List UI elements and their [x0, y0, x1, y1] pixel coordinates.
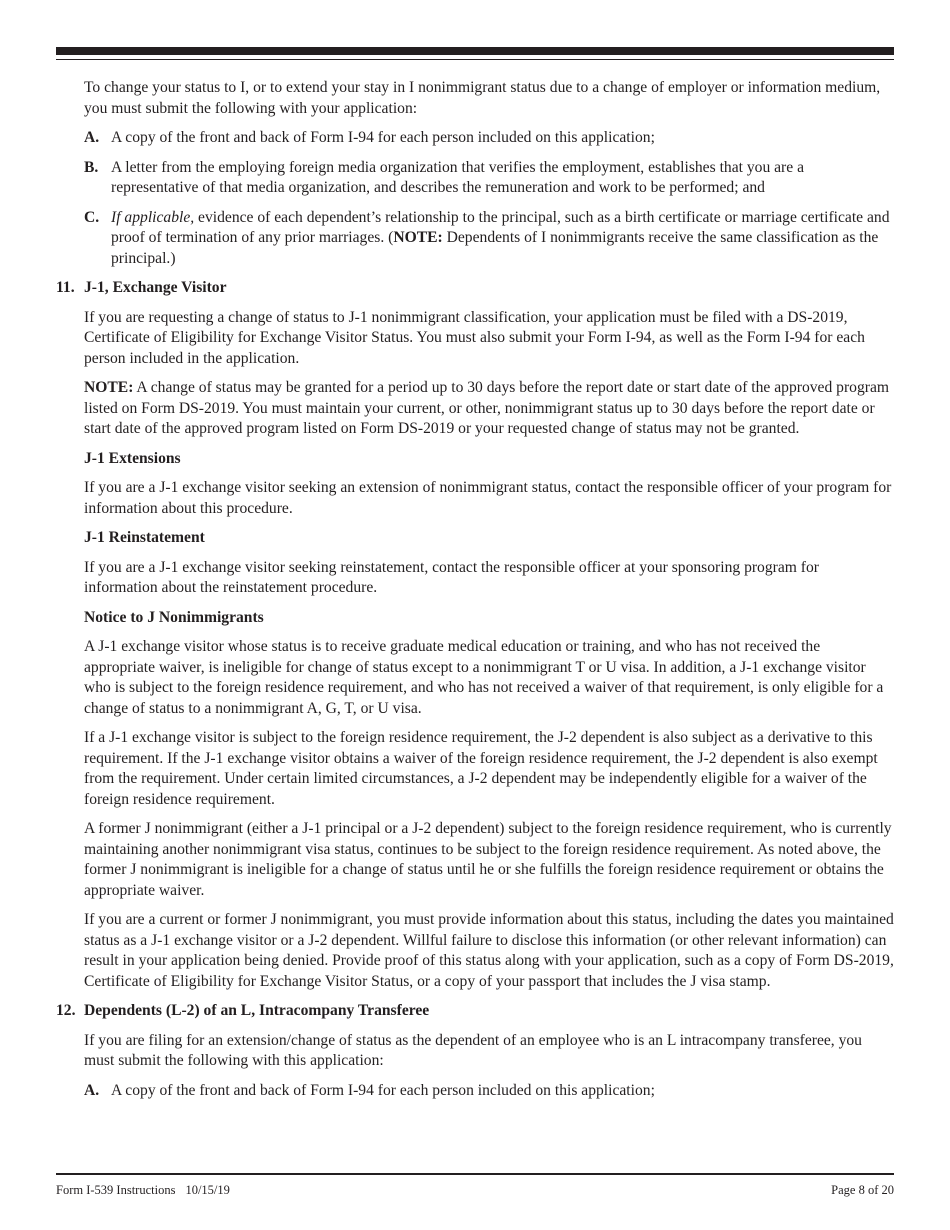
item-letter: A. [84, 1081, 100, 1099]
note-label: NOTE: [84, 379, 134, 396]
list-item [56, 158, 894, 199]
page-content [56, 78, 894, 1110]
j1-extensions-paragraph: If you are a J-1 exchange visitor seeking an extension of nonimmigrant status, contact the responsible officer of your program for information about this procedure. [84, 479, 892, 517]
item-text: A copy of the front and back of Form I-94 for each person included on this application; [111, 129, 655, 146]
section-title: Dependents (L-2) of an L, Intracompany Transferee [84, 1002, 430, 1019]
subheading-j1-reinstatement: J-1 Reinstatement [84, 529, 205, 546]
subheading-j1-extensions: J-1 Extensions [84, 449, 181, 467]
section-number: 12. [56, 1002, 76, 1019]
intro-paragraph: To change your status to I, or to extend your stay in I nonimmigrant status due to a change of employer or information medium, you must submit the following with your application: [84, 79, 881, 117]
item-text-part-b: Dependents of I nonimmigrants receive the same classification as the principal.) [111, 229, 879, 267]
section-11-note [56, 378, 894, 440]
notice-paragraph: If a J-1 exchange visitor is subject to the foreign residence requirement, the J-2 dependent is also subject as a derivative to this requirement. If the J-1 exchange visitor obtains a waiver of the foreign residence requirement, the J-2 dependent is also exempt from the requirement. Under certain limited circumstances, a J-2 dependent may be independently eligible for a waiver of the foreign residence requirement. [84, 729, 878, 808]
item-letter: C. [84, 208, 100, 226]
list-item [56, 1081, 894, 1102]
item-text: A letter from the employing foreign media organization that verifies the employment, establishes that you are a representative of that media organization, and describes the remuneration and work to be performed; and [111, 158, 804, 196]
section-12-paragraph: If you are filing for an extension/change of status as the dependent of an employee who is an L intracompany transferee, you must submit the following with this application: [84, 1031, 862, 1069]
note-text: A change of status may be granted for a period up to 30 days before the report date or start date of the approved program listed on Form DS-2019. You must maintain your current, or other, nonimmigrant status up to 30 days before the report date or start date of the approved program listed on Form DS-2019 or your requested change of status may not be granted. [84, 379, 889, 437]
footer-page-number: Page 8 of 20 [831, 1183, 894, 1197]
note-label: NOTE: [393, 229, 443, 246]
header-thick-rule [56, 47, 894, 55]
notice-paragraph: If you are a current or former J nonimmigrant, you must provide information about this status, including the dates you maintained status as a J-1 exchange visitor or a J-2 dependent. Willful failure to disclose this information (or other relevant information) can result in your application being denied. Provide proof of this status along with your application, such as a copy of Form DS-2019, Certificate of Eligibility for Exchange Visitor Status, or a copy of your passport that includes the J visa stamp. [84, 911, 894, 990]
item-text-part-a: evidence of each dependent’s relationship to the principal, such as a birth certificate or marriage certificate and proof of termination of any prior marriages. ( [111, 208, 890, 246]
section-title: J-1, Exchange Visitor [84, 279, 227, 296]
list-item [56, 208, 894, 270]
item-italic-lead: If applicable, [111, 208, 195, 226]
footer-rule [56, 1173, 894, 1175]
footer-form-info [56, 1183, 230, 1198]
section-11-paragraph: If you are requesting a change of status to J-1 nonimmigrant classification, your application must be filed with a DS-2019, Certificate of Eligibility for Exchange Visitor Status. You must also submit your Form I-94, as well as the Form I-94 for each person included in the application. [84, 308, 865, 367]
footer-edition-date: 10/15/19 [185, 1183, 230, 1197]
page-footer [56, 1183, 894, 1198]
section-number: 11. [56, 279, 75, 296]
list-item [56, 128, 894, 149]
notice-paragraph: A J-1 exchange visitor whose status is to receive graduate medical education or training, and who has not received the appropriate waiver, is ineligible for change of status except to a nonimmigrant T or U visa. In addition, a J-1 exchange visitor who is subject to the foreign residence requirement, and who has not received a waiver of that requirement, is only eligible for a change of status to a nonimmigrant A, G, T, or U visa. [84, 638, 884, 717]
item-letter: B. [84, 158, 99, 176]
header-thin-rule [56, 59, 894, 60]
item-text [111, 208, 894, 270]
footer-form-name: Form I-539 Instructions [56, 1183, 176, 1197]
section-11-heading [56, 278, 894, 299]
j1-reinstatement-paragraph: If you are a J-1 exchange visitor seeking reinstatement, contact the responsible officer at your sponsoring program for information about the reinstatement procedure. [84, 558, 819, 596]
item-letter: A. [84, 129, 100, 146]
notice-paragraph: A former J nonimmigrant (either a J-1 principal or a J-2 dependent) subject to the foreign residence requirement, who is currently maintaining another nonimmigrant visa status, continues to be subject to the foreign residence requirement. As noted above, the former J nonimmigrant is ineligible for a change of status until he or she fulfills the foreign residence requirement or obtains the appropriate waiver. [84, 820, 892, 899]
subheading-notice-j-nonimmigrants: Notice to J Nonimmigrants [84, 608, 264, 626]
item-text: A copy of the front and back of Form I-94 for each person included on this application; [111, 1081, 655, 1099]
section-12-heading [56, 1001, 894, 1022]
